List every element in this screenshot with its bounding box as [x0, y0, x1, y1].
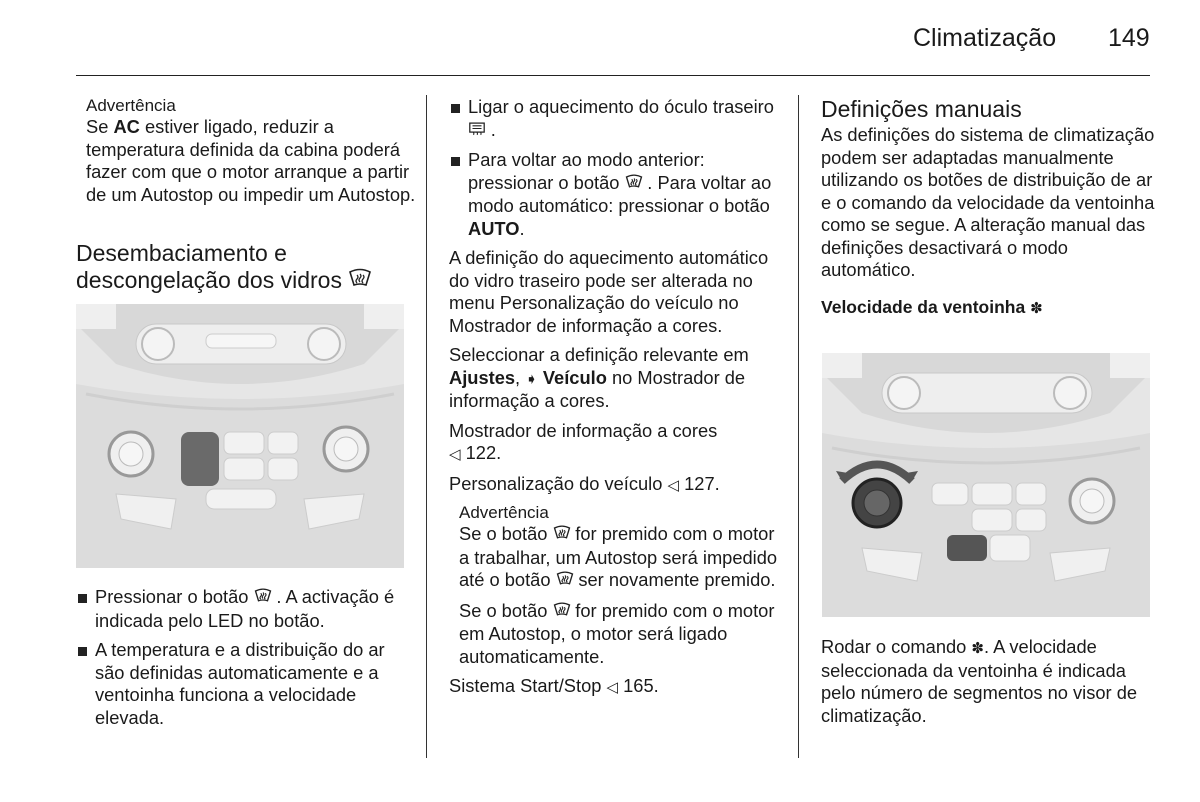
- header-rule: [76, 75, 1150, 76]
- fan-icon: ✽: [971, 639, 984, 657]
- arrow-right-icon: ➧: [525, 369, 538, 388]
- column-2: [449, 96, 784, 706]
- note-block: [449, 503, 784, 668]
- climate-panel-photo-fan: [822, 353, 1150, 617]
- list-item: Ligar o aquecimento do óculo traseiro .: [449, 96, 784, 142]
- column-1-top: [86, 96, 416, 213]
- windscreen-defrost-icon: [553, 603, 576, 621]
- note-title: Advertência: [86, 96, 176, 115]
- bullet-marker: [451, 104, 460, 113]
- rear-window-heating-icon: [468, 122, 491, 140]
- paragraph: Seleccionar a definição relevante em Ajustes, ➧ Veículo no Mostrador de informação a cores.: [449, 344, 749, 411]
- paragraph: Sistema Start/Stop ◁ 165.: [449, 675, 659, 696]
- bullet-marker: [451, 157, 460, 166]
- paragraph: Mostrador de informação a cores ◁ 122.: [449, 419, 718, 463]
- column-1-heading: [76, 240, 416, 297]
- fan-icon: ✽: [1030, 298, 1043, 317]
- page-reference-icon: ◁: [667, 475, 680, 494]
- note-text: Se o botão for premido com o motor em Autostop, o motor será ligado automaticamente.: [459, 599, 775, 667]
- list-item: A temperatura e a distribuição do ar são definidas automaticamente e a ventoinha funciona a velocidade elevada.: [76, 639, 414, 729]
- page-reference-icon: ◁: [606, 678, 619, 696]
- bullet-marker: [78, 647, 87, 656]
- list-item: Para voltar ao modo anterior: pressionar o botão . Para voltar ao modo automático: pressionar o botão AUTO.: [449, 149, 784, 240]
- page-header-title: Climatização: [913, 24, 1057, 52]
- column-1-bullets: [76, 586, 414, 736]
- column-3-top: [821, 96, 1156, 319]
- page-reference-icon: ◁: [449, 445, 461, 463]
- column-divider-right: [798, 95, 799, 758]
- paragraph: Rodar o comando ✽. A velocidade seleccionada da ventoinha é indicada pelo número de segmentos no visor de climatização.: [821, 636, 1138, 726]
- list-item: Pressionar o botão . A activação é indicada pelo LED no botão.: [76, 586, 414, 632]
- section-heading-manual: Definições manuais: [821, 96, 1022, 122]
- paragraph: Personalização do veículo ◁ 127.: [449, 472, 720, 494]
- windscreen-defrost-icon: [254, 589, 277, 607]
- subheading-fan-speed: Velocidade da ventoinha ✽: [821, 296, 1043, 317]
- column-divider-left: [426, 95, 427, 758]
- windscreen-defrost-icon: [625, 175, 648, 193]
- note-title: Advertência: [459, 503, 549, 522]
- windscreen-defrost-icon: [348, 274, 372, 292]
- bullet-marker: [78, 594, 87, 603]
- column-3-bottom: [821, 636, 1156, 734]
- paragraph: A definição do aquecimento automático do vidro traseiro pode ser alterada no menu Personalização do veículo no Mostrador de informação a cores.: [449, 247, 769, 336]
- windscreen-defrost-icon: [553, 526, 576, 544]
- page-number: 149: [1108, 24, 1150, 52]
- section-heading-defrost: Desembaciamento e descongelação dos vidros: [76, 240, 416, 297]
- note-text: Se AC estiver ligado, reduzir a temperatura definida da cabina poderá fazer com que o motor arranque a partir de um Autostop ou impedir um Autostop.: [86, 116, 416, 205]
- note-text: Se o botão for premido com o motor a trabalhar, um Autostop será impedido até o botão ser novamente premido.: [459, 523, 778, 590]
- climate-panel-photo-defrost: [76, 304, 404, 568]
- paragraph: As definições do sistema de climatização podem ser adaptadas manualmente utilizando os botões de distribuição de ar e o comando da velocidade da ventoinha como se segue. A alteração manual das definições desactivará o modo automático.: [821, 124, 1155, 280]
- windscreen-defrost-icon: [556, 572, 579, 590]
